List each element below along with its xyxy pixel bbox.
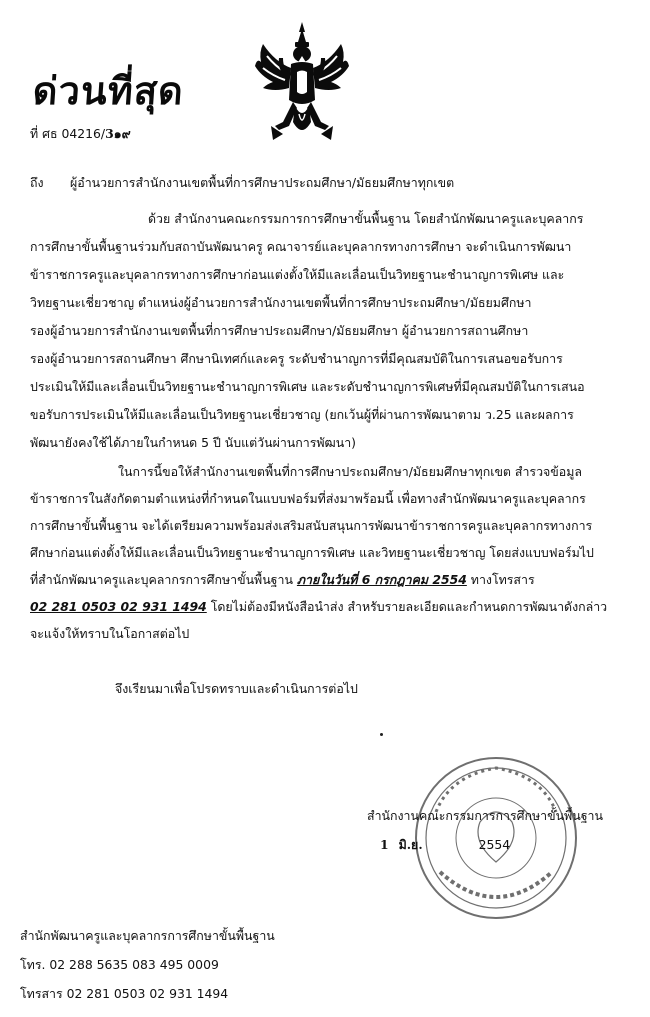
paragraph-1-line: ประเมินให้มีและเลื่อนเป็นวิทยฐานะชำนาญการพิเศษ และระดับชำนาญการพิเศษที่มีคุณสมบัติในการเสนอ — [30, 379, 585, 394]
paragraph-2-line: ข้าราชการในสังกัดตามตำแหน่งที่กำหนดในแบบฟอร์มที่ส่งมาพร้อมนี้ เพื่อทางสำนักพัฒนาครูและบุคลากร — [30, 491, 586, 506]
ink-dot — [380, 733, 383, 736]
paragraph-2-line — [30, 599, 607, 615]
deadline-date: ภายในวันที่ 6 กรกฎาคม 2554 — [296, 572, 467, 587]
date-year: 2554 — [478, 837, 511, 852]
urgent-stamp: ด่วนที่สุด — [31, 68, 186, 113]
footer-fax: โทรสาร 02 281 0503 02 931 1494 — [20, 986, 229, 1001]
date-day: 1 — [380, 837, 389, 852]
paragraph-1-line: รองผู้อำนวยการสำนักงานเขตพื้นที่การศึกษาประถมศึกษา/มัธยมศึกษา ผู้อำนวยการสถานศึกษา — [30, 323, 529, 338]
paragraph-1-line: ข้าราชการครูและบุคลากรทางการศึกษาก่อนแต่งตั้งให้มีและเลื่อนเป็นวิทยฐานะชำนาญการพิเศษ และ — [30, 267, 565, 282]
paragraph-1-line: การศึกษาขั้นพื้นฐานร่วมกับสถาบันพัฒนาครู คณาจารย์และบุคลากรทางการศึกษา จะดำเนินการพัฒนา — [30, 239, 572, 254]
footer-office: สำนักพัฒนาครูและบุคลากรการศึกษาขั้นพื้นฐาน — [20, 928, 275, 943]
paragraph-1-line: วิทยฐานะเชี่ยวชาญ ตำแหน่งผู้อำนวยการสำนักงานเขตพื้นที่การศึกษาประถมศึกษา/มัธยมศึกษา — [30, 295, 532, 310]
recipient-text: ผู้อำนวยการสำนักงานเขตพื้นที่การศึกษาประถมศึกษา/มัธยมศึกษาทุกเขต — [70, 175, 455, 190]
paragraph-2-line: ศึกษาก่อนแต่งตั้งให้มีและเลื่อนเป็นวิทยฐานะชำนาญการพิเศษ และวิทยฐานะเชี่ยวชาญ โดยส่งแบบฟอร์มไป — [30, 545, 594, 560]
paragraph-2-line: ในการนี้ขอให้สำนักงานเขตพื้นที่การศึกษาประถมศึกษา/มัธยมศึกษาทุกเขต สำรวจข้อมูล — [118, 464, 582, 479]
signature-date — [380, 837, 510, 853]
closing-line: จึงเรียนมาเพื่อโปรดทราบและดำเนินการต่อไป — [115, 681, 358, 696]
reference-handwritten-number: 3๑๙ — [105, 126, 131, 141]
fax-label: ทางโทรสาร — [466, 572, 535, 587]
paragraph-2-line: จะแจ้งให้ทราบในโอกาสต่อไป — [30, 626, 190, 641]
deadline-prefix: ที่สำนักพัฒนาครูและบุคลากรการศึกษาขั้นพื้นฐาน — [30, 572, 297, 587]
date-month: มิ.ย. — [398, 837, 423, 852]
reference-number — [30, 126, 131, 142]
signing-agency: สำนักงานคณะกรรมการการศึกษาขั้นพื้นฐาน — [367, 808, 603, 823]
paragraph-2-line: การศึกษาขั้นพื้นฐาน จะได้เตรียมความพร้อมส่งเสริมสนับสนุนการพัฒนาข้าราชการครูและบุคลากรทางการ — [30, 518, 593, 533]
footer-phone: โทร. 02 288 5635 083 495 0009 — [20, 957, 219, 972]
fax-numbers: 02 281 0503 02 931 1494 — [30, 599, 207, 614]
paragraph-2-line-6-rest: โดยไม่ต้องมีหนังสือนำส่ง สำหรับรายละเอียดและกำหนดการพัฒนาดังกล่าว — [206, 599, 608, 614]
paragraph-1-line: ด้วย สำนักงานคณะกรรมการการศึกษาขั้นพื้นฐาน โดยสำนักพัฒนาครูและบุคลากร — [148, 211, 584, 226]
paragraph-1-line: รองผู้อำนวยการสถานศึกษา ศึกษานิเทศก์และครู ระดับชำนาญการที่มีคุณสมบัติในการเสนอขอรับการ — [30, 351, 563, 366]
paragraph-1-line: พัฒนายังคงใช้ได้ภายในกำหนด 5 ปี นับแต่วันผ่านการพัฒนา) — [30, 435, 357, 450]
paragraph-2-line — [30, 572, 535, 588]
garuda-emblem-icon — [253, 22, 351, 144]
reference-prefix: ที่ ศธ 04216/ — [30, 126, 106, 141]
paragraph-1-line: ขอรับการประเมินให้มีและเลื่อนเป็นวิทยฐานะเชี่ยวชาญ (ยกเว้นผู้ที่ผ่านการพัฒนาตาม ว.25 และผลการ — [30, 407, 574, 422]
recipient-label: ถึง — [30, 175, 44, 190]
